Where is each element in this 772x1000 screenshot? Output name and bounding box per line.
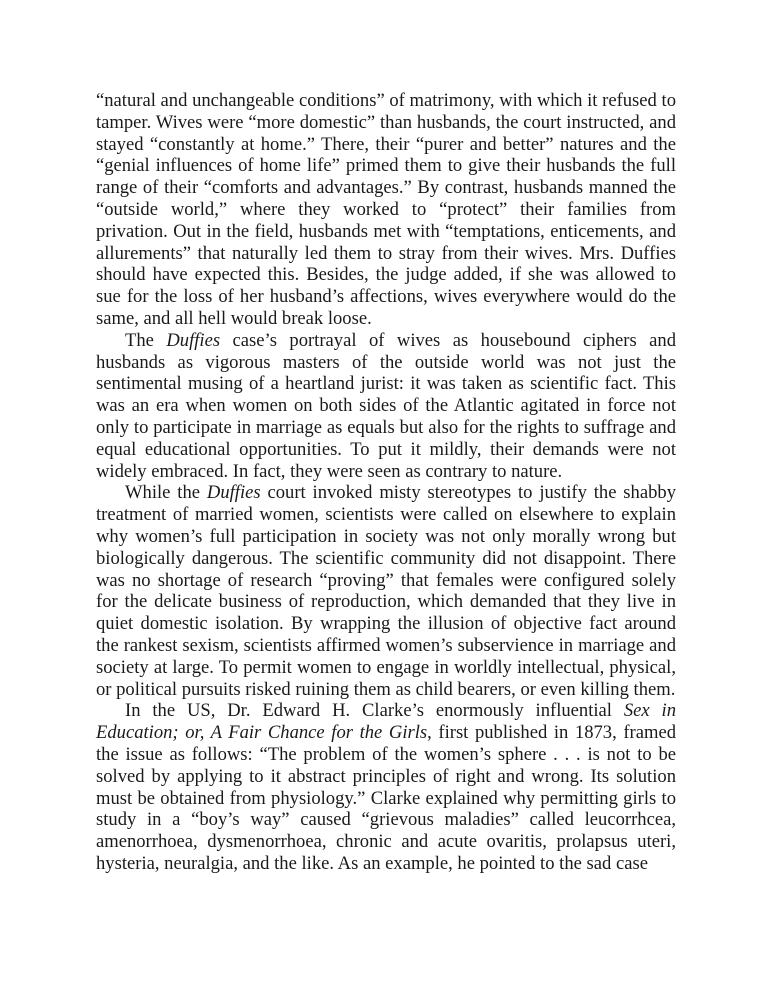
paragraph-text: case’s portrayal of wives as housebound ciphers and husbands as vigorous masters of the outside world was not just the sentimental musing of a heartland jurist: it was taken as scientific fact. This was an era when women on both sides of the Atlantic agitated in force not only to participate in marriage as equals but also for the rights to suffrage and equal educational opportunities. To put it mildly, their demands were not widely embraced. In fact, they were seen as contrary to nature. bbox=[96, 329, 676, 482]
paragraph-text: The bbox=[125, 329, 167, 351]
italic-book-title: Sex in Education; or, A Fair Chance for the Girls bbox=[96, 700, 676, 744]
paragraph bbox=[96, 700, 676, 874]
paragraph-text: , first published in 1873, framed the issue as follows: “The problem of the women’s sphere . . . is not to be solved by applying to it abstract principles of right and wrong. Its solution must be obtained from physiology.” Clarke explained why permitting girls to study in a “boy’s way” caused “grievous maladies” called leucorrhcea, amenorrhoea, dysmenorrhoea, chronic and acute ovaritis, prolapsus uteri, hysteria, neuralgia, and the like. As an example, he pointed to the sad case bbox=[96, 722, 676, 874]
paragraph-text: In the US, Dr. Edward H. Clarke’s enormously influential bbox=[125, 700, 624, 722]
paragraph bbox=[96, 482, 676, 700]
document-page bbox=[96, 90, 676, 875]
paragraph bbox=[96, 90, 676, 330]
paragraph-text: “natural and unchangeable conditions” of matrimony, with which it refused to tamper. Wives were “more domestic” than husbands, the court instructed, and stayed “constantly at home.” There, their “purer and better” natures and the “genial influences of home life” primed them to give their husbands the full range of their “comforts and advantages.” By contrast, husbands manned the “outside world,” where they worked to “protect” their families from privation. Out in the field, husbands met with “temptations, enticements, and allurements” that naturally led them to stray from their wives. Mrs. Duffies should have expected this. Besides, the judge added, if she was allowed to sue for the loss of her husband’s affections, wives everywhere would do the same, and all hell would break loose. bbox=[96, 90, 676, 329]
italic-case-name: Duffies bbox=[206, 482, 261, 504]
paragraph bbox=[96, 330, 676, 483]
paragraph-text: court invoked misty stereotypes to justify the shabby treatment of married women, scientists were called on elsewhere to explain why women’s full participation in society was not only morally wrong but biologically dangerous. The scientific community did not disappoint. There was no shortage of research “proving” that females were configured solely for the delicate business of reproduction, which demanded that they live in quiet domestic isolation. By wrapping the illusion of objective fact around the rankest sexism, scientists affirmed women’s subservience in marriage and society at large. To permit women to engage in worldly intellectual, physical, or political pursuits risked ruining them as child bearers, or even killing them. bbox=[96, 482, 676, 700]
italic-case-name: Duffies bbox=[166, 329, 221, 351]
paragraph-text: While the bbox=[125, 482, 207, 504]
